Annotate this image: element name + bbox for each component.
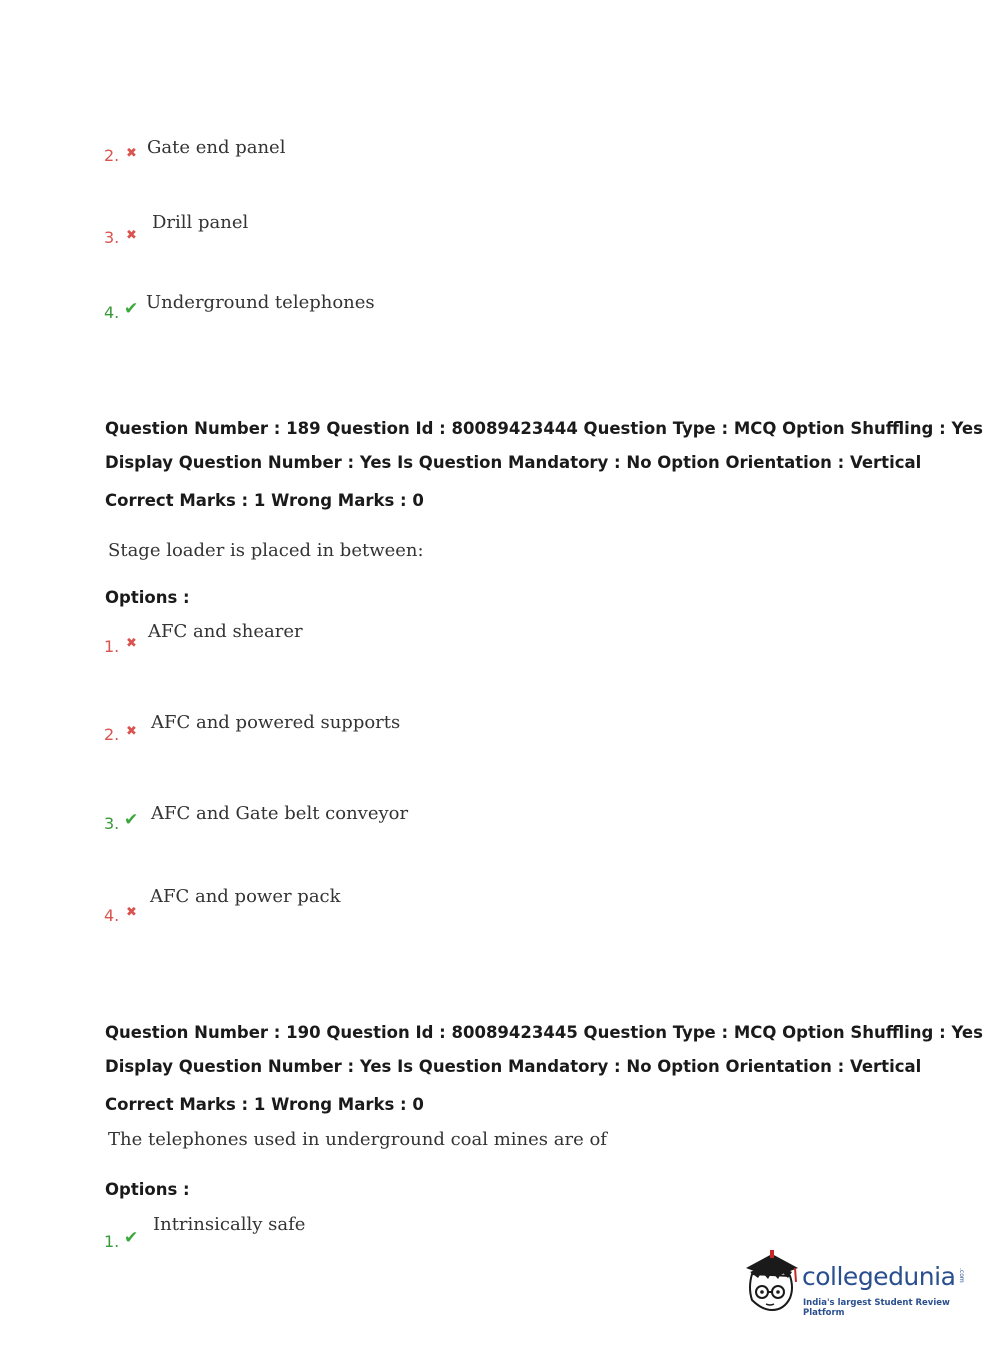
option-number: 4. [104, 303, 120, 322]
option-number: 1. [104, 637, 120, 656]
question-meta-line: Display Question Number : Yes Is Question Mandatory : No Option Orientation : Vertical [105, 1057, 922, 1076]
question-meta-line: Question Number : 190 Question Id : 80089423445 Question Type : MCQ Option Shuffling : Yes [105, 1023, 983, 1042]
logo-name: collegedunia [802, 1262, 956, 1291]
option-text: AFC and Gate belt conveyor [151, 803, 409, 824]
question-text: The telephones used in underground coal mines are of [108, 1129, 607, 1150]
check-mark-icon: ✔ [124, 299, 139, 319]
logo-tagline: India's largest Student Review Platform [803, 1298, 950, 1318]
wrong-mark-icon: ✖ [126, 146, 137, 161]
option-text: AFC and shearer [148, 621, 303, 642]
options-label: Options : [105, 588, 190, 607]
wrong-mark-icon: ✖ [126, 636, 137, 651]
option-number: 3. [104, 814, 120, 833]
logo-suffix: .com [958, 1268, 965, 1283]
marks-line: Correct Marks : 1 Wrong Marks : 0 [105, 491, 424, 510]
wrong-mark-icon: ✖ [126, 724, 137, 739]
check-mark-icon: ✔ [124, 1228, 139, 1248]
wrong-mark-icon: ✖ [126, 228, 137, 243]
marks-line: Correct Marks : 1 Wrong Marks : 0 [105, 1095, 424, 1114]
option-text: Gate end panel [147, 137, 286, 158]
question-text: Stage loader is placed in between: [108, 540, 424, 561]
wrong-mark-icon: ✖ [126, 905, 137, 920]
mascot-icon [740, 1248, 802, 1318]
option-number: 2. [104, 146, 120, 165]
option-number: 4. [104, 906, 120, 925]
option-number: 1. [104, 1232, 120, 1251]
question-meta-line: Question Number : 189 Question Id : 80089423444 Question Type : MCQ Option Shuffling : Yes [105, 419, 983, 438]
option-number: 2. [104, 725, 120, 744]
option-number: 3. [104, 228, 120, 247]
option-text: Drill panel [152, 212, 249, 233]
option-text: AFC and power pack [150, 886, 341, 907]
option-text: Intrinsically safe [153, 1214, 306, 1235]
question-meta-line: Display Question Number : Yes Is Question Mandatory : No Option Orientation : Vertical [105, 453, 922, 472]
option-text: Underground telephones [146, 292, 375, 313]
option-text: AFC and powered supports [151, 712, 401, 733]
options-label: Options : [105, 1180, 190, 1199]
check-mark-icon: ✔ [124, 810, 139, 830]
collegedunia-logo [740, 1248, 972, 1318]
